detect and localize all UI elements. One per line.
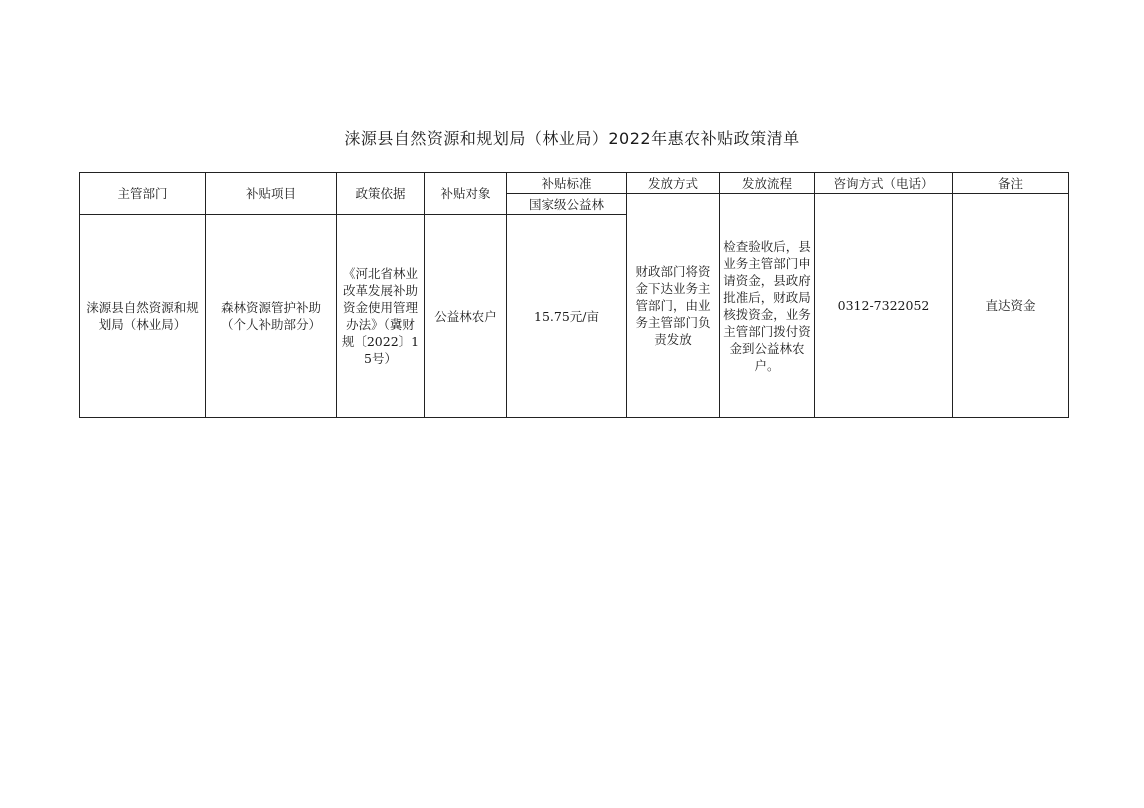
cell-remarks: 直达资金 [953, 194, 1069, 418]
cell-item: 森林资源管护补助（个人补助部分） [206, 215, 337, 418]
header-standard: 补贴标准 [507, 173, 627, 194]
page-title: 涞源县自然资源和规划局（林业局）2022年惠农补贴政策清单 [344, 129, 800, 148]
header-basis: 政策依据 [337, 173, 425, 215]
cell-contact: 0312-7322052 [815, 194, 953, 418]
header-method: 发放方式 [627, 173, 720, 194]
cell-process: 检查验收后，县业务主管部门申请资金，县政府批准后，财政局核拨资金，业务主管部门拨付资金到公益林农户。 [720, 194, 815, 418]
header-dept: 主管部门 [80, 173, 206, 215]
cell-basis: 《河北省林业改革发展补助资金使用管理办法》（冀财规〔2022〕15号） [337, 215, 425, 418]
header-contact: 咨询方式（电话） [815, 173, 953, 194]
header-standard-sub: 国家级公益林 [507, 194, 627, 215]
cell-target: 公益林农户 [425, 215, 507, 418]
header-process: 发放流程 [720, 173, 815, 194]
policy-table [79, 172, 1069, 418]
header-item: 补贴项目 [206, 173, 337, 215]
header-remarks: 备注 [953, 173, 1069, 194]
cell-method: 财政部门将资金下达业务主管部门，由业务主管部门负责发放 [627, 194, 720, 418]
cell-dept: 涞源县自然资源和规划局（林业局） [80, 215, 206, 418]
cell-standard: 15.75元/亩 [507, 215, 627, 418]
header-target: 补贴对象 [425, 173, 507, 215]
table-header-row [80, 173, 1069, 194]
